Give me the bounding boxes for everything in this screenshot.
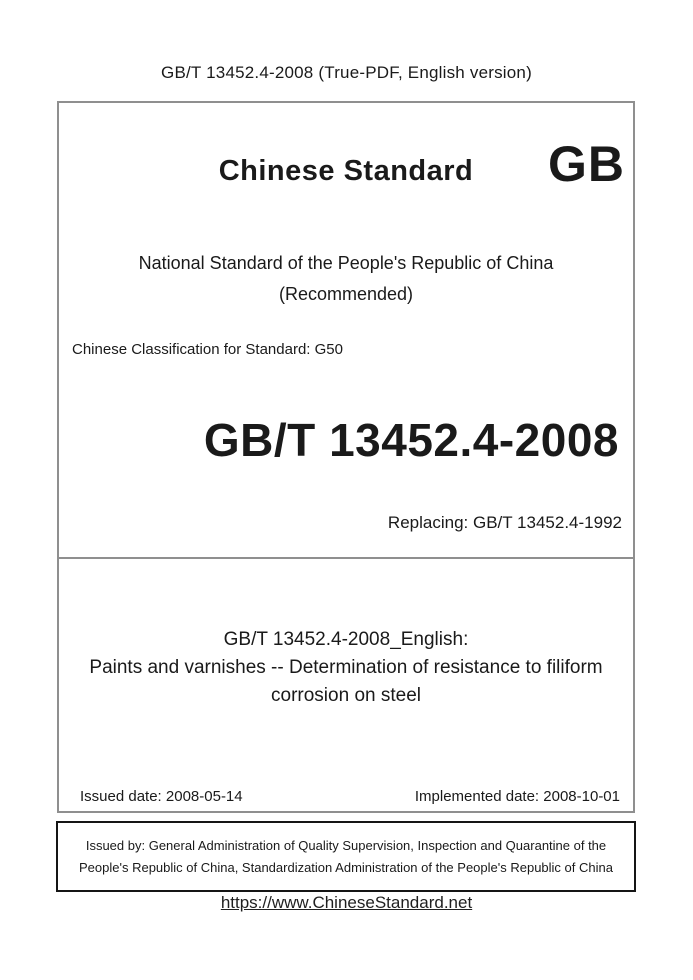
issued-date: Issued date: 2008-05-14 <box>80 788 243 805</box>
issuer-text: Issued by: General Administration of Quality Supervision, Inspection and Quarantine of the People's Republic of China, Standardization Administration of the People's Republic of China <box>79 837 613 875</box>
classification-line: Chinese Classification for Standard: G50 <box>72 341 343 358</box>
national-standard-line: National Standard of the People's Republic of China <box>138 253 554 273</box>
footer-link[interactable]: https://www.ChineseStandard.net <box>220 893 473 912</box>
english-title-block <box>61 626 631 710</box>
gb-logo: GB <box>548 136 625 192</box>
standard-code: GB/T 13452.4-2008 <box>203 414 619 466</box>
national-standard-heading <box>59 248 633 310</box>
replacing-line: Replacing: GB/T 13452.4-1992 <box>387 513 622 532</box>
implemented-date: Implemented date: 2008-10-01 <box>414 788 620 805</box>
dates-row <box>59 788 633 805</box>
brand-title: Chinese Standard <box>218 155 474 187</box>
page-header-title: GB/T 13452.4-2008 (True-PDF, English version) <box>161 63 532 82</box>
brand-row <box>59 136 633 203</box>
recommended-line: (Recommended) <box>278 284 414 304</box>
cover-box <box>57 101 635 813</box>
issuer-box <box>56 821 636 892</box>
english-label: GB/T 13452.4-2008_English: <box>223 629 469 650</box>
english-title: Paints and varnishes -- Determination of resistance to filiform corrosion on steel <box>89 657 603 706</box>
section-divider <box>58 557 634 559</box>
